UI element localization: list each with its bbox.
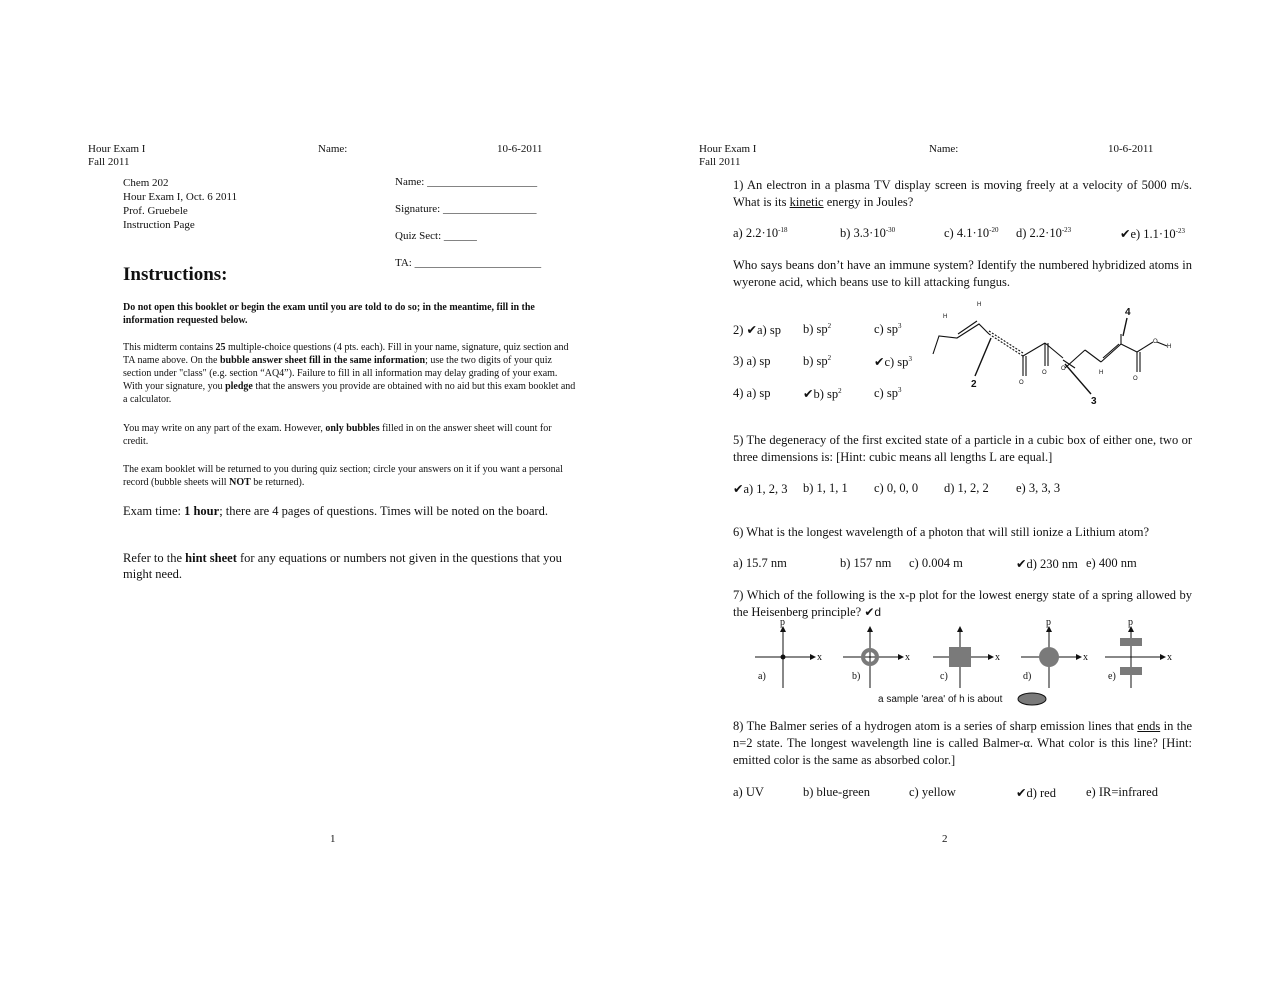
plot-e-band-top (1120, 638, 1142, 646)
q8-option-c[interactable]: c) yellow (909, 785, 956, 799)
header-name-label: Name: (929, 143, 959, 155)
q6-option-c[interactable]: c) 0.004 m (909, 556, 963, 570)
q3-option-c[interactable]: ✔c) $sp^3$ (874, 355, 912, 369)
molecule-label-4: 4 (1125, 307, 1131, 318)
question-2-intro: Who says beans don’t have an immune system? Identify the numbered hybridized atoms in wyerone acid, which beans use to kill attacking fungus. (733, 258, 1192, 289)
header-course: Hour Exam I (699, 143, 757, 155)
q7-xp-plots (745, 612, 1185, 707)
plot-d-disk (1039, 647, 1059, 667)
instruction-para-5: Exam time: 1 hour; there are 4 pages of questions. Times will be noted on the board. (123, 504, 548, 518)
q5-option-e[interactable]: e) 3, 3, 3 (1016, 481, 1061, 495)
area-note: a sample 'area' of h is about (878, 694, 1003, 705)
plot-c-square (949, 647, 971, 667)
q8-option-b[interactable]: b) blue-green (803, 785, 870, 799)
instruction-para-4: The exam booklet will be returned to you during quiz section; circle your answers on it if you want a personal record (bubble sheets will NOT be returned). (123, 464, 563, 488)
plot-b-x-label: x (905, 652, 910, 663)
area-ellipse (1018, 693, 1046, 705)
q1-option-a[interactable]: a) $2.2\cdot 10^{-18}$ (733, 226, 788, 240)
q1-option-c[interactable]: c) $4.1\cdot 10^{-20}$ (944, 226, 999, 240)
atom-o: O (1153, 339, 1158, 345)
instruction-para-6: Refer to the hint sheet for any equations or numbers not given in the questions that you might need. (123, 551, 562, 581)
plot-e-p-label: p (1128, 617, 1133, 628)
q8-option-a[interactable]: a) UV (733, 785, 764, 799)
question-5-text: 5) The degeneracy of the first excited state of a particle in a cubic box of either one, two or three dimensions is: [Hint: cubic means all lengths L are equal.] (733, 433, 1192, 464)
header-date: 10-6-2011 (1108, 143, 1154, 155)
q2-option-a[interactable]: 2) ✔a) sp (733, 323, 781, 337)
q4-option-b[interactable]: ✔b) $sp^2$ (803, 387, 842, 401)
atom-o: O (1061, 366, 1066, 372)
plot-a-point (781, 655, 786, 660)
atom-h: H (1099, 370, 1104, 376)
ta-field[interactable]: TA: _______________________ (395, 257, 542, 269)
instruction-para-3: You may write on any part of the exam. However, only bubbles filled in on the answer sheet will count for credit. (123, 423, 552, 447)
plot-e-band-bottom (1120, 667, 1142, 675)
question-8-text: 8) The Balmer series of a hydrogen atom is a series of sharp emission lines that ends in the n=2 state. The longest wavelength line is called Balmer-α. What color is this line? [Hint: emitted color is the same as absorbed color.] (733, 719, 1193, 767)
atom-h: H (1167, 344, 1172, 350)
atom-h: H (977, 302, 982, 308)
plot-a-label: a) (758, 671, 766, 682)
wyerone-acid-structure (925, 298, 1175, 408)
header-date: 10-6-2011 (497, 143, 543, 155)
q5-option-a[interactable]: ✔a) 1, 2, 3 (733, 482, 788, 496)
professor-info: Prof. Gruebele (123, 205, 188, 217)
page-number-2: 2 (942, 833, 948, 845)
plot-e-label: e) (1108, 671, 1116, 682)
plot-e-x-label: x (1167, 652, 1172, 663)
exam-info: Hour Exam I, Oct. 6 2011 (123, 191, 238, 203)
q5-option-c[interactable]: c) 0, 0, 0 (874, 481, 919, 495)
plot-a-p-label: p (780, 617, 785, 628)
atom-o: O (1019, 380, 1024, 386)
q5-option-d[interactable]: d) 1, 2, 2 (944, 481, 989, 495)
plot-b-label: b) (852, 671, 861, 682)
header-name-label: Name: (318, 143, 348, 155)
q4-option-c[interactable]: c) $sp^3$ (874, 386, 902, 400)
q7-answer-mark: ✔d (864, 605, 882, 619)
instructions-heading: Instructions: (123, 264, 228, 285)
atom-o: O (1042, 370, 1047, 376)
plot-c-x-label: x (995, 652, 1000, 663)
q1-option-d[interactable]: d) $2.2\cdot 10^{-23}$ (1016, 226, 1072, 240)
header-term: Fall 2011 (699, 156, 741, 168)
header-course: Hour Exam I (88, 143, 146, 155)
q2-option-c[interactable]: c) $sp^3$ (874, 322, 902, 336)
q8-option-d[interactable]: ✔d) red (1016, 786, 1056, 800)
q5-option-b[interactable]: b) 1, 1, 1 (803, 481, 848, 495)
q6-option-d[interactable]: ✔d) 230 nm (1016, 557, 1078, 571)
instruction-para-1: Do not open this booklet or begin the exam until you are told to do so; in the meantime, fill in the information requested below. (123, 302, 535, 326)
q4-option-a[interactable]: 4) a) sp (733, 386, 771, 400)
q6-option-a[interactable]: a) 15.7 nm (733, 556, 787, 570)
q6-option-e[interactable]: e) 400 nm (1086, 556, 1137, 570)
q3-option-a[interactable]: 3) a) sp (733, 354, 771, 368)
q1-option-e[interactable]: ✔e) $1.1\cdot 10^{-23}$ (1120, 227, 1185, 241)
page-number-1: 1 (330, 833, 336, 845)
q1-option-b[interactable]: b) $3.3\cdot 10^{-30}$ (840, 226, 896, 240)
plot-a-x-label: x (817, 652, 822, 663)
quiz-sect-field[interactable]: Quiz Sect: ______ (395, 230, 477, 242)
question-7-text: 7) Which of the following is the x-p plot for the lowest energy state of a spring allowed by the Heisenberg principle? ✔d (733, 588, 1192, 619)
molecule-label-2: 2 (971, 379, 977, 390)
q2-option-b[interactable]: b) $sp^2$ (803, 322, 832, 336)
atom-h: H (943, 314, 948, 320)
molecule-label-3: 3 (1091, 396, 1097, 407)
plot-d-p-label: p (1046, 617, 1051, 628)
q3-option-b[interactable]: b) $sp^2$ (803, 354, 832, 368)
question-6-text: 6) What is the longest wavelength of a photon that will still ionize a Lithium atom? (733, 525, 1150, 539)
header-term: Fall 2011 (88, 156, 130, 168)
plot-d-label: d) (1023, 671, 1032, 682)
page-info: Instruction Page (123, 219, 195, 231)
atom-o: O (1133, 376, 1138, 382)
name-field[interactable]: Name: ____________________ (395, 176, 538, 188)
course-info: Chem 202 (123, 177, 169, 189)
q8-option-e[interactable]: e) IR=infrared (1086, 785, 1158, 799)
q6-option-b[interactable]: b) 157 nm (840, 556, 892, 570)
plot-d-x-label: x (1083, 652, 1088, 663)
plot-c-label: c) (940, 671, 948, 682)
instruction-para-2: This midterm contains 25 multiple-choice questions (4 pts. each). Fill in your name, signature, quiz section and TA name above. On the bubble answer sheet fill in the same information; use the two digits of your quiz section under "class" (e.g. section “AQ4”). Failure to fill in all information may delay grading of your exam. With your signature, you pledge that the answers you provide are obtained with no aid but this exam booklet and a calculator. (123, 342, 576, 405)
question-1-text: 1) An electron in a plasma TV display screen is moving freely at a velocity of 5000 m/s. What is its kinetic energy in Joules? (733, 178, 1192, 209)
signature-field[interactable]: Signature: _________________ (395, 203, 537, 215)
